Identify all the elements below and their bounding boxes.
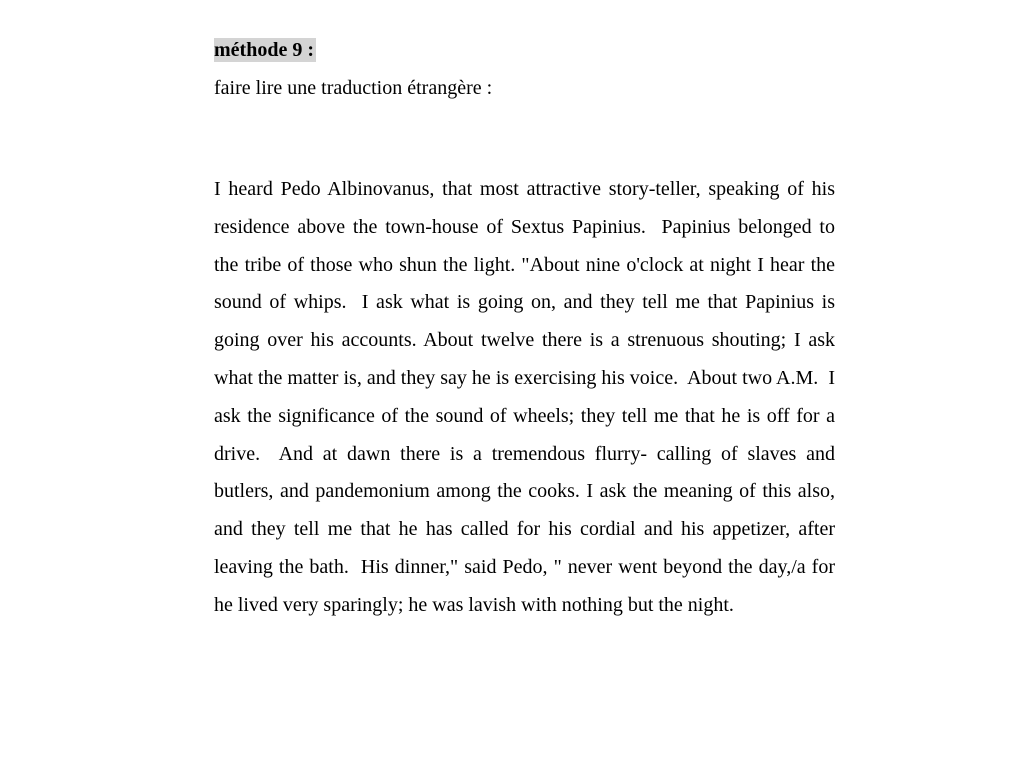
method-heading: méthode 9 : (214, 39, 314, 61)
translation-paragraph: I heard Pedo Albinovanus, that most attractive story-teller, speaking of his residence above the town-house of Sextus Papinius. Papinius belonged to the tribe of those who shun the light. "About nine o'clock at night I hear the sound of whips. I ask what is going on, and they tell me that Papinius is going over his accounts. About twelve there is a strenuous shouting; I ask what the matter is, and they say he is exercising his voice. About two A.M. I ask the significance of the sound of wheels; they tell me that he is off for a drive. And at dawn there is a tremendous flurry- calling of slaves and butlers, and pandemonium among the cooks. I ask the meaning of this also, and they tell me that he has called for his cordial and his appetizer, after leaving the bath. His dinner," said Pedo, " never went beyond the day,/a for he lived very sparingly; he was lavish with nothing but the night. (214, 178, 840, 616)
document-page (214, 38, 840, 625)
method-subtitle: faire lire une traduction étrangère : (214, 77, 493, 99)
